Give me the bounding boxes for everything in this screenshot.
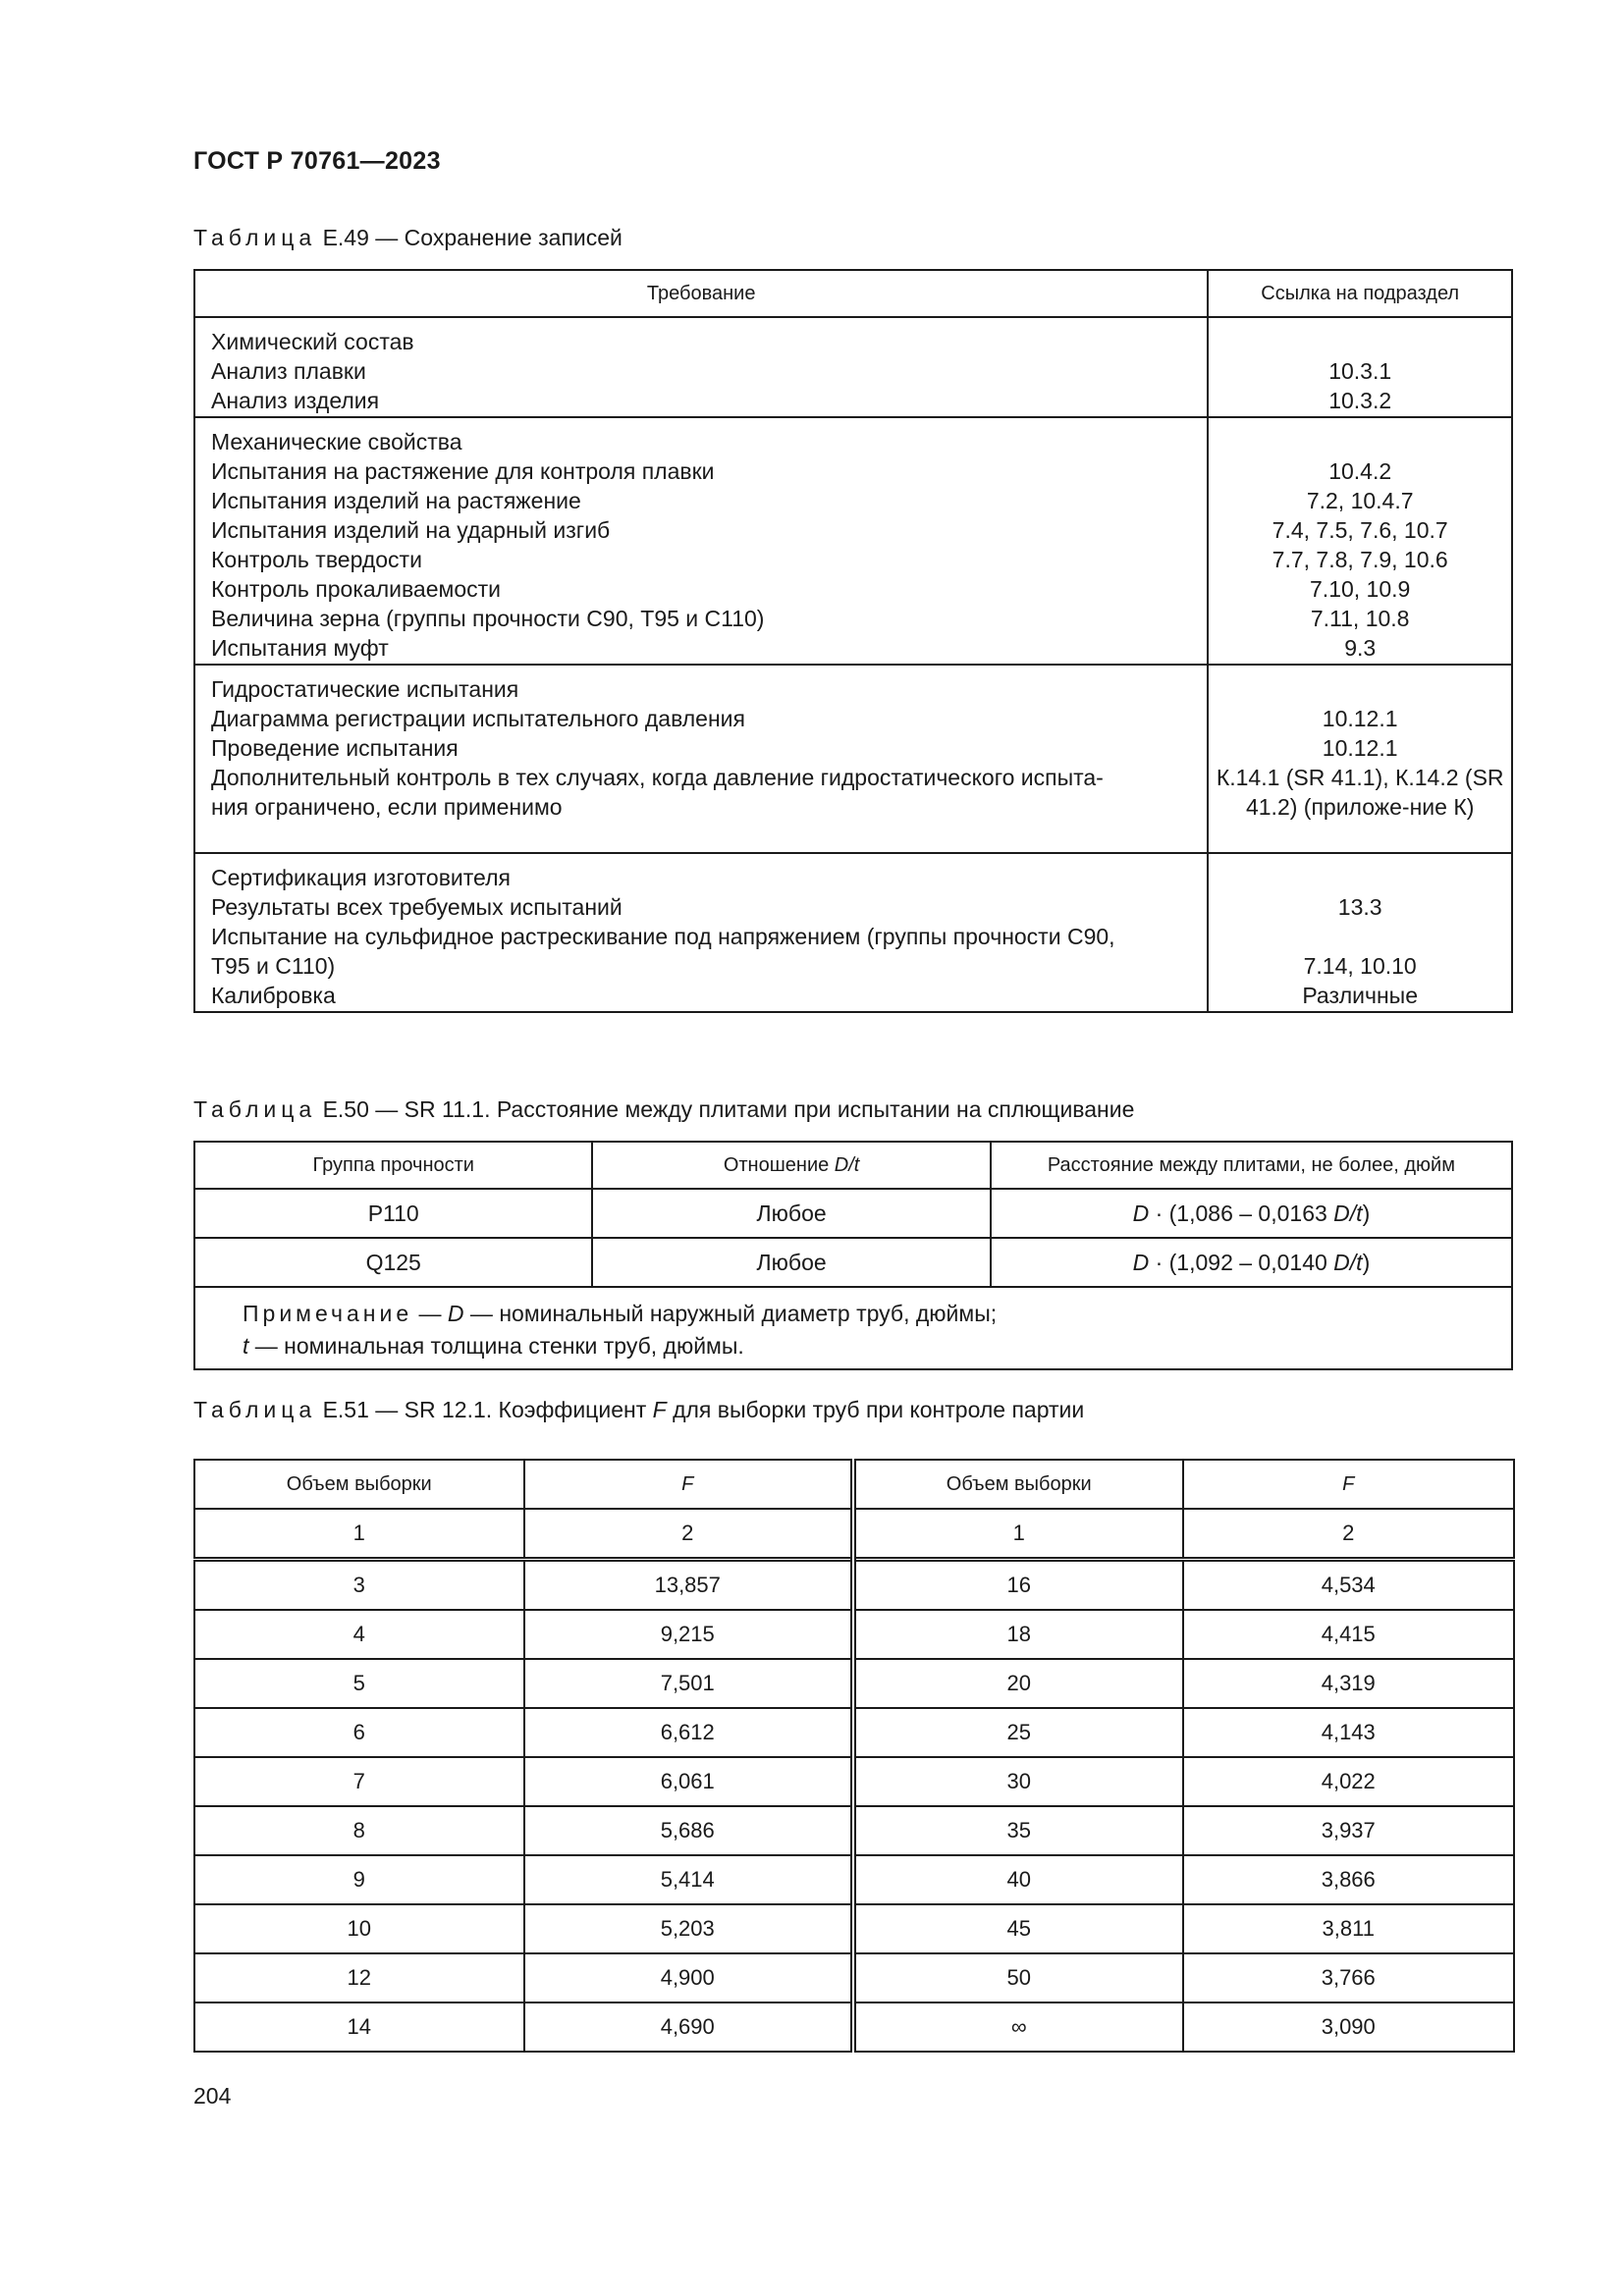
table-e51-header-f: F [1183, 1460, 1515, 1509]
note-label: Примечание [243, 1301, 413, 1326]
reference-line: 10.3.1 [1328, 358, 1392, 384]
table-row [194, 1238, 1512, 1287]
distance-formula-cell [991, 1189, 1512, 1238]
sample-size-cell: 25 [853, 1708, 1183, 1757]
table-e51-header-sample-size: Объем выборки [194, 1460, 524, 1509]
reference-line: 10.12.1 [1322, 735, 1398, 761]
requirement-line: Химический состав [211, 329, 414, 354]
column-number: 2 [1183, 1509, 1515, 1560]
sample-size-cell: 45 [853, 1904, 1183, 1953]
requirement-line: Проведение испытания [211, 735, 459, 761]
reference-line: 7.4, 7.5, 7.6, 10.7 [1272, 517, 1448, 543]
requirement-line: Дополнительный контроль в тех случаях, когда давление гидростатического испыта- [211, 765, 1104, 790]
requirement-cell [194, 853, 1208, 1012]
table-row [194, 1757, 1514, 1806]
table-e50-caption-prefix: Таблица [193, 1096, 317, 1122]
ratio-cell: Любое [592, 1238, 990, 1287]
header-ratio-text: Отношение [723, 1153, 835, 1176]
ratio-cell: Любое [592, 1189, 990, 1238]
note-t-symbol: t [243, 1333, 249, 1359]
table-e49-caption [193, 225, 623, 251]
formula-d: D [1132, 1200, 1150, 1226]
reference-line [1213, 922, 1507, 951]
reference-line: 7.14, 10.10 [1303, 953, 1417, 979]
f-value-cell: 5,686 [524, 1806, 853, 1855]
table-e49-caption-prefix: Таблица [193, 225, 317, 250]
table-e49-group-hydrostatic [194, 665, 1512, 853]
sample-size-cell: 8 [194, 1806, 524, 1855]
table-e51-header-f: F [524, 1460, 853, 1509]
reference-cell [1208, 665, 1512, 853]
sample-size-cell: 50 [853, 1953, 1183, 2002]
sample-size-cell: 5 [194, 1659, 524, 1708]
sample-size-cell: 10 [194, 1904, 524, 1953]
note-t-text: — номинальная толщина стенки труб, дюймы. [248, 1333, 744, 1359]
table-e50 [193, 1141, 1513, 1370]
f-value-cell: 4,143 [1183, 1708, 1515, 1757]
reference-line [1213, 674, 1507, 704]
table-e51-caption-text: Е.51 — SR 12.1. Коэффициент [316, 1397, 653, 1422]
column-number: 1 [194, 1509, 524, 1560]
reference-line: 7.2, 10.4.7 [1306, 488, 1414, 513]
reference-line: 10.3.2 [1328, 388, 1392, 413]
reference-cell [1208, 417, 1512, 665]
f-value-cell: 7,501 [524, 1659, 853, 1708]
sample-size-cell: 7 [194, 1757, 524, 1806]
table-e51-header-sample-size: Объем выборки [853, 1460, 1183, 1509]
sample-size-cell: 20 [853, 1659, 1183, 1708]
f-value-cell: 3,866 [1183, 1855, 1515, 1904]
table-row [194, 1806, 1514, 1855]
f-value-cell: 4,022 [1183, 1757, 1515, 1806]
requirement-line: Испытание на сульфидное растрескивание под напряжением (группы прочности С90, [211, 924, 1115, 949]
column-number: 2 [524, 1509, 853, 1560]
f-value-cell: 6,612 [524, 1708, 853, 1757]
table-e50-header-group: Группа прочности [194, 1142, 592, 1189]
formula-ratio: D/t [1333, 1249, 1363, 1275]
table-e49-header-reference: Ссылка на подраздел [1208, 270, 1512, 317]
requirement-line: Механические свойства [211, 429, 462, 454]
table-e51-caption-end: для выборки труб при контроле партии [666, 1397, 1085, 1422]
reference-line [1213, 863, 1507, 892]
reference-cell [1208, 853, 1512, 1012]
note-d-symbol: D [447, 1301, 464, 1326]
requirement-line: Испытания изделий на ударный изгиб [211, 517, 611, 543]
requirement-line: Испытания на растяжение для контроля плавки [211, 458, 715, 484]
table-row [194, 2002, 1514, 2052]
requirement-line: Сертификация изготовителя [211, 865, 511, 890]
f-value-cell: 3,811 [1183, 1904, 1515, 1953]
f-value-cell: 4,690 [524, 2002, 853, 2052]
formula-end: ) [1362, 1249, 1371, 1275]
f-value-cell: 5,203 [524, 1904, 853, 1953]
formula-body: · (1,086 – 0,0163 [1149, 1200, 1334, 1226]
table-e49-group-chemical [194, 317, 1512, 417]
reference-line: К.14.1 (SR 41.1), К.14.2 (SR 41.2) (приложе-ние К) [1216, 765, 1504, 820]
document-header: ГОСТ Р 70761—2023 [193, 147, 441, 175]
table-e50-caption [193, 1096, 1134, 1123]
table-e49-header-requirement: Требование [194, 270, 1208, 317]
table-row [194, 1189, 1512, 1238]
table-note [194, 1287, 1512, 1369]
formula-d: D [1132, 1249, 1150, 1275]
sample-size-cell: 12 [194, 1953, 524, 2002]
sample-size-cell: 18 [853, 1610, 1183, 1659]
requirement-cell [194, 417, 1208, 665]
table-row [194, 1855, 1514, 1904]
sample-size-cell: 16 [853, 1560, 1183, 1611]
table-e49 [193, 269, 1513, 1013]
requirement-line: Величина зерна (группы прочности С90, Т95 и С110) [211, 606, 765, 631]
reference-line: 10.4.2 [1328, 458, 1392, 484]
requirement-line: Т95 и С110) [211, 953, 336, 979]
strength-group-cell: Q125 [194, 1238, 592, 1287]
f-value-cell: 4,415 [1183, 1610, 1515, 1659]
distance-formula-cell [991, 1238, 1512, 1287]
f-value-cell: 3,090 [1183, 2002, 1515, 2052]
table-row [194, 1708, 1514, 1757]
sample-size-cell: 14 [194, 2002, 524, 2052]
table-e50-caption-text: Е.50 — SR 11.1. Расстояние между плитами при испытании на сплющивание [316, 1096, 1135, 1122]
sample-size-cell: 6 [194, 1708, 524, 1757]
table-row [194, 1560, 1514, 1611]
table-note-row [194, 1287, 1512, 1369]
table-row [194, 1904, 1514, 1953]
f-value-cell: 5,414 [524, 1855, 853, 1904]
reference-line: 7.7, 7.8, 7.9, 10.6 [1272, 547, 1448, 572]
header-ratio-variable: D/t [834, 1153, 860, 1176]
requirement-line: Результаты всех требуемых испытаний [211, 894, 623, 920]
table-e49-caption-text: Е.49 — Сохранение записей [316, 225, 623, 250]
f-value-cell: 4,534 [1183, 1560, 1515, 1611]
formula-end: ) [1362, 1200, 1371, 1226]
table-row [194, 1610, 1514, 1659]
f-value-cell: 4,900 [524, 1953, 853, 2002]
table-row [194, 1953, 1514, 2002]
note-d-text: — номинальный наружный диаметр труб, дюймы; [463, 1301, 998, 1326]
sample-size-cell: 40 [853, 1855, 1183, 1904]
requirement-line: Анализ плавки [211, 358, 366, 384]
sample-size-cell: 30 [853, 1757, 1183, 1806]
table-e50-header-ratio [592, 1142, 990, 1189]
requirement-line: Контроль твердости [211, 547, 422, 572]
table-row [194, 1659, 1514, 1708]
strength-group-cell: Р110 [194, 1189, 592, 1238]
reference-line: 9.3 [1344, 635, 1377, 661]
f-value-cell: 9,215 [524, 1610, 853, 1659]
formula-ratio: D/t [1333, 1200, 1363, 1226]
f-value-cell: 13,857 [524, 1560, 853, 1611]
requirement-cell [194, 317, 1208, 417]
reference-cell [1208, 317, 1512, 417]
requirement-cell [194, 665, 1208, 853]
reference-line: 7.10, 10.9 [1310, 576, 1411, 602]
table-e51-caption-prefix: Таблица [193, 1397, 317, 1422]
f-value-cell: 6,061 [524, 1757, 853, 1806]
requirement-line: Анализ изделия [211, 388, 380, 413]
note-dash: — [412, 1301, 448, 1326]
f-value-cell: 4,319 [1183, 1659, 1515, 1708]
table-e51-caption-variable: F [652, 1397, 667, 1422]
reference-line [1213, 327, 1507, 356]
column-number: 1 [853, 1509, 1183, 1560]
sample-size-cell: 9 [194, 1855, 524, 1904]
table-e49-group-mechanical [194, 417, 1512, 665]
requirement-line: ния ограничено, если применимо [211, 794, 563, 820]
f-value-cell: 3,766 [1183, 1953, 1515, 2002]
reference-line: Различные [1302, 983, 1419, 1008]
requirement-line: Испытания муфт [211, 635, 389, 661]
formula-body: · (1,092 – 0,0140 [1149, 1249, 1334, 1275]
sample-size-cell: ∞ [853, 2002, 1183, 2052]
requirement-line: Калибровка [211, 983, 336, 1008]
requirement-line: Контроль прокаливаемости [211, 576, 501, 602]
reference-line: 7.11, 10.8 [1310, 606, 1410, 631]
requirement-line: Диаграмма регистрации испытательного давления [211, 706, 745, 731]
table-e51 [193, 1459, 1515, 2053]
reference-line: 10.12.1 [1322, 706, 1398, 731]
reference-line [1213, 427, 1507, 456]
note-line-2 [243, 1330, 1495, 1362]
note-line-1 [243, 1298, 1495, 1330]
sample-size-cell: 4 [194, 1610, 524, 1659]
reference-line: 13.3 [1337, 894, 1382, 920]
requirement-line: Гидростатические испытания [211, 676, 519, 702]
table-e50-header-distance: Расстояние между плитами, не более, дюйм [991, 1142, 1512, 1189]
sample-size-cell: 35 [853, 1806, 1183, 1855]
page-number: 204 [193, 2083, 232, 2109]
f-value-cell: 3,937 [1183, 1806, 1515, 1855]
table-e51-caption [193, 1397, 1084, 1423]
table-e49-group-certification [194, 853, 1512, 1012]
sample-size-cell: 3 [194, 1560, 524, 1611]
requirement-line: Испытания изделий на растяжение [211, 488, 581, 513]
